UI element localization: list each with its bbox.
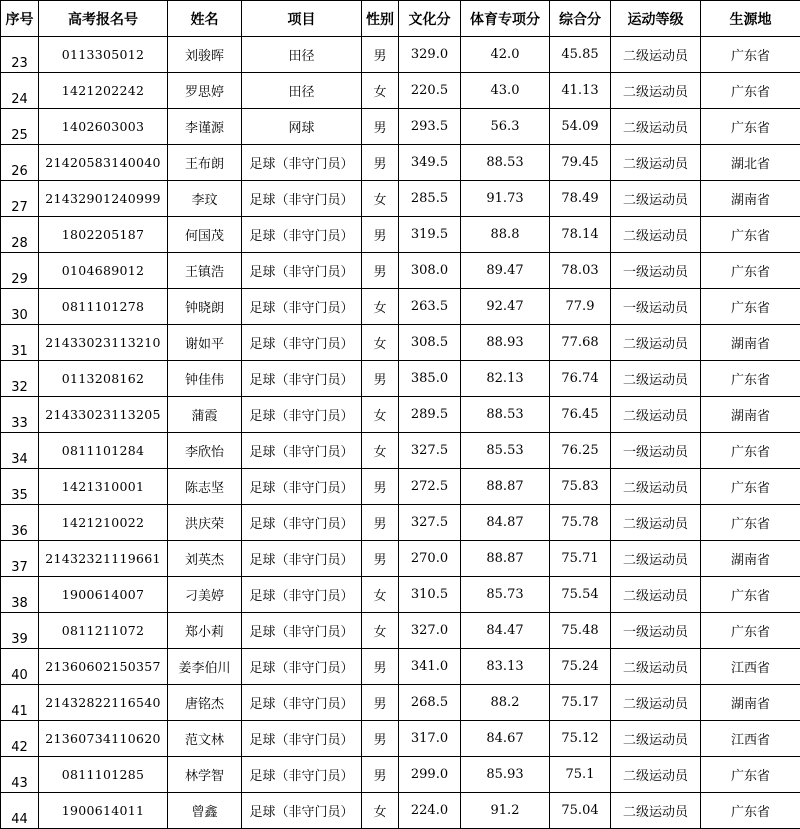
cell-event: 田径 (242, 73, 362, 109)
cell-exam-number: 1900614011 (39, 793, 168, 829)
cell-total-score: 75.83 (550, 469, 611, 505)
cell-sport-score: 42.0 (461, 37, 550, 73)
header-total-score: 综合分 (550, 1, 611, 37)
cell-gender: 女 (362, 397, 399, 433)
cell-total-score: 75.24 (550, 649, 611, 685)
table-row (1, 541, 800, 577)
cell-sport-score: 56.3 (461, 109, 550, 145)
cell-gender: 男 (362, 217, 399, 253)
cell-athlete-level: 二级运动员 (611, 145, 701, 181)
cell-name: 王镇浩 (168, 253, 242, 289)
table-row (1, 109, 800, 145)
cell-index: 34 (1, 433, 39, 469)
cell-athlete-level: 一级运动员 (611, 289, 701, 325)
cell-culture-score: 327.0 (399, 613, 461, 649)
cell-culture-score: 270.0 (399, 541, 461, 577)
cell-exam-number: 1402603003 (39, 109, 168, 145)
cell-athlete-level: 一级运动员 (611, 613, 701, 649)
cell-gender: 男 (362, 685, 399, 721)
cell-culture-score: 308.5 (399, 325, 461, 361)
cell-total-score: 54.09 (550, 109, 611, 145)
cell-name: 钟晓朗 (168, 289, 242, 325)
cell-sport-score: 88.87 (461, 469, 550, 505)
cell-index: 37 (1, 541, 39, 577)
cell-index: 28 (1, 217, 39, 253)
cell-event: 足球（非守门员） (242, 397, 362, 433)
cell-name: 李欣怡 (168, 433, 242, 469)
cell-sport-score: 84.47 (461, 613, 550, 649)
table-row (1, 37, 800, 73)
cell-origin: 湖南省 (701, 397, 800, 433)
cell-culture-score: 349.5 (399, 145, 461, 181)
cell-index: 30 (1, 289, 39, 325)
table-row (1, 397, 800, 433)
table-row (1, 289, 800, 325)
table-row (1, 613, 800, 649)
cell-event: 足球（非守门员） (242, 793, 362, 829)
cell-origin: 广东省 (701, 433, 800, 469)
cell-event: 足球（非守门员） (242, 613, 362, 649)
cell-index: 25 (1, 109, 39, 145)
table-row (1, 649, 800, 685)
table-row (1, 433, 800, 469)
cell-culture-score: 385.0 (399, 361, 461, 397)
cell-origin: 广东省 (701, 37, 800, 73)
cell-athlete-level: 二级运动员 (611, 109, 701, 145)
cell-origin: 广东省 (701, 505, 800, 541)
table-row (1, 469, 800, 505)
cell-total-score: 78.14 (550, 217, 611, 253)
cell-total-score: 77.68 (550, 325, 611, 361)
cell-gender: 男 (362, 361, 399, 397)
header-culture-score: 文化分 (399, 1, 461, 37)
header-origin: 生源地 (701, 1, 800, 37)
cell-event: 足球（非守门员） (242, 721, 362, 757)
cell-exam-number: 21420583140040 (39, 145, 168, 181)
cell-name: 范文林 (168, 721, 242, 757)
cell-total-score: 75.17 (550, 685, 611, 721)
cell-total-score: 75.04 (550, 793, 611, 829)
cell-athlete-level: 二级运动员 (611, 649, 701, 685)
cell-name: 何国茂 (168, 217, 242, 253)
cell-total-score: 75.54 (550, 577, 611, 613)
cell-index: 33 (1, 397, 39, 433)
cell-origin: 广东省 (701, 253, 800, 289)
cell-culture-score: 310.5 (399, 577, 461, 613)
cell-event: 田径 (242, 37, 362, 73)
cell-exam-number: 0113305012 (39, 37, 168, 73)
cell-index: 35 (1, 469, 39, 505)
cell-gender: 男 (362, 721, 399, 757)
cell-sport-score: 89.47 (461, 253, 550, 289)
cell-gender: 女 (362, 433, 399, 469)
cell-culture-score: 341.0 (399, 649, 461, 685)
cell-name: 罗思婷 (168, 73, 242, 109)
cell-gender: 男 (362, 541, 399, 577)
table-row (1, 361, 800, 397)
cell-event: 足球（非守门员） (242, 577, 362, 613)
cell-athlete-level: 二级运动员 (611, 181, 701, 217)
cell-gender: 女 (362, 73, 399, 109)
cell-origin: 广东省 (701, 289, 800, 325)
cell-total-score: 45.85 (550, 37, 611, 73)
cell-gender: 男 (362, 757, 399, 793)
cell-culture-score: 299.0 (399, 757, 461, 793)
cell-sport-score: 82.13 (461, 361, 550, 397)
cell-culture-score: 293.5 (399, 109, 461, 145)
cell-gender: 女 (362, 325, 399, 361)
cell-sport-score: 84.87 (461, 505, 550, 541)
cell-index: 27 (1, 181, 39, 217)
cell-name: 刘骏晖 (168, 37, 242, 73)
cell-index: 44 (1, 793, 39, 829)
table-row (1, 505, 800, 541)
header-gender: 性别 (362, 1, 399, 37)
table-row (1, 721, 800, 757)
cell-exam-number: 0811101285 (39, 757, 168, 793)
cell-athlete-level: 二级运动员 (611, 721, 701, 757)
cell-exam-number: 1802205187 (39, 217, 168, 253)
cell-event: 足球（非守门员） (242, 649, 362, 685)
cell-name: 谢如平 (168, 325, 242, 361)
cell-index: 31 (1, 325, 39, 361)
table-row (1, 793, 800, 829)
cell-name: 唐铭杰 (168, 685, 242, 721)
cell-total-score: 75.1 (550, 757, 611, 793)
cell-index: 38 (1, 577, 39, 613)
cell-culture-score: 308.0 (399, 253, 461, 289)
cell-origin: 广东省 (701, 109, 800, 145)
cell-total-score: 76.45 (550, 397, 611, 433)
cell-origin: 湖南省 (701, 325, 800, 361)
cell-exam-number: 21432901240999 (39, 181, 168, 217)
cell-athlete-level: 一级运动员 (611, 433, 701, 469)
cell-name: 李谨源 (168, 109, 242, 145)
cell-origin: 广东省 (701, 793, 800, 829)
cell-origin: 湖南省 (701, 685, 800, 721)
cell-total-score: 78.03 (550, 253, 611, 289)
cell-index: 23 (1, 37, 39, 73)
cell-athlete-level: 二级运动员 (611, 757, 701, 793)
cell-exam-number: 1421210022 (39, 505, 168, 541)
cell-origin: 广东省 (701, 361, 800, 397)
header-sport-score: 体育专项分 (461, 1, 550, 37)
cell-total-score: 41.13 (550, 73, 611, 109)
cell-culture-score: 327.5 (399, 505, 461, 541)
cell-gender: 男 (362, 145, 399, 181)
cell-name: 王布朗 (168, 145, 242, 181)
cell-sport-score: 83.13 (461, 649, 550, 685)
cell-index: 42 (1, 721, 39, 757)
cell-total-score: 76.25 (550, 433, 611, 469)
cell-total-score: 75.71 (550, 541, 611, 577)
cell-exam-number: 1421310001 (39, 469, 168, 505)
cell-sport-score: 88.53 (461, 145, 550, 181)
cell-origin: 江西省 (701, 649, 800, 685)
cell-total-score: 76.74 (550, 361, 611, 397)
cell-index: 36 (1, 505, 39, 541)
table-row (1, 685, 800, 721)
table-body (1, 37, 800, 829)
cell-athlete-level: 二级运动员 (611, 541, 701, 577)
cell-name: 陈志坚 (168, 469, 242, 505)
table-row (1, 577, 800, 613)
cell-sport-score: 88.2 (461, 685, 550, 721)
header-index: 序号 (1, 1, 39, 37)
cell-event: 足球（非守门员） (242, 757, 362, 793)
cell-index: 26 (1, 145, 39, 181)
cell-gender: 女 (362, 613, 399, 649)
cell-athlete-level: 二级运动员 (611, 397, 701, 433)
cell-origin: 广东省 (701, 217, 800, 253)
cell-sport-score: 85.93 (461, 757, 550, 793)
cell-index: 29 (1, 253, 39, 289)
cell-culture-score: 327.5 (399, 433, 461, 469)
table-row (1, 145, 800, 181)
cell-exam-number: 21360734110620 (39, 721, 168, 757)
cell-sport-score: 43.0 (461, 73, 550, 109)
cell-event: 足球（非守门员） (242, 325, 362, 361)
cell-name: 林学智 (168, 757, 242, 793)
cell-gender: 女 (362, 181, 399, 217)
cell-name: 洪庆荣 (168, 505, 242, 541)
cell-sport-score: 91.73 (461, 181, 550, 217)
cell-event: 网球 (242, 109, 362, 145)
cell-event: 足球（非守门员） (242, 181, 362, 217)
cell-total-score: 75.78 (550, 505, 611, 541)
cell-athlete-level: 二级运动员 (611, 37, 701, 73)
cell-culture-score: 268.5 (399, 685, 461, 721)
cell-culture-score: 319.5 (399, 217, 461, 253)
table-row (1, 181, 800, 217)
cell-gender: 男 (362, 253, 399, 289)
table-row (1, 217, 800, 253)
cell-culture-score: 289.5 (399, 397, 461, 433)
cell-name: 曾鑫 (168, 793, 242, 829)
cell-exam-number: 0811101284 (39, 433, 168, 469)
cell-athlete-level: 二级运动员 (611, 793, 701, 829)
cell-event: 足球（非守门员） (242, 685, 362, 721)
cell-origin: 湖南省 (701, 541, 800, 577)
cell-origin: 广东省 (701, 577, 800, 613)
cell-gender: 男 (362, 109, 399, 145)
cell-culture-score: 285.5 (399, 181, 461, 217)
cell-athlete-level: 二级运动员 (611, 469, 701, 505)
cell-event: 足球（非守门员） (242, 541, 362, 577)
cell-sport-score: 88.87 (461, 541, 550, 577)
cell-exam-number: 21432321119661 (39, 541, 168, 577)
cell-sport-score: 85.53 (461, 433, 550, 469)
cell-total-score: 79.45 (550, 145, 611, 181)
cell-culture-score: 317.0 (399, 721, 461, 757)
cell-name: 蒲霞 (168, 397, 242, 433)
cell-origin: 湖南省 (701, 181, 800, 217)
cell-exam-number: 21433023113210 (39, 325, 168, 361)
cell-name: 钟佳伟 (168, 361, 242, 397)
cell-sport-score: 88.8 (461, 217, 550, 253)
cell-exam-number: 1421202242 (39, 73, 168, 109)
cell-gender: 男 (362, 469, 399, 505)
table-row (1, 757, 800, 793)
cell-exam-number: 0104689012 (39, 253, 168, 289)
cell-event: 足球（非守门员） (242, 433, 362, 469)
cell-origin: 广东省 (701, 757, 800, 793)
cell-exam-number: 21360602150357 (39, 649, 168, 685)
cell-culture-score: 329.0 (399, 37, 461, 73)
cell-event: 足球（非守门员） (242, 145, 362, 181)
cell-event: 足球（非守门员） (242, 253, 362, 289)
cell-exam-number: 1900614007 (39, 577, 168, 613)
cell-sport-score: 88.53 (461, 397, 550, 433)
cell-exam-number: 0113208162 (39, 361, 168, 397)
cell-event: 足球（非守门员） (242, 361, 362, 397)
cell-culture-score: 272.5 (399, 469, 461, 505)
cell-index: 24 (1, 73, 39, 109)
cell-event: 足球（非守门员） (242, 469, 362, 505)
cell-total-score: 75.48 (550, 613, 611, 649)
cell-total-score: 78.49 (550, 181, 611, 217)
cell-event: 足球（非守门员） (242, 289, 362, 325)
cell-athlete-level: 二级运动员 (611, 73, 701, 109)
cell-name: 李玟 (168, 181, 242, 217)
cell-exam-number: 21433023113205 (39, 397, 168, 433)
cell-exam-number: 21432822116540 (39, 685, 168, 721)
cell-name: 刁美婷 (168, 577, 242, 613)
cell-sport-score: 84.67 (461, 721, 550, 757)
cell-total-score: 75.12 (550, 721, 611, 757)
cell-event: 足球（非守门员） (242, 505, 362, 541)
cell-exam-number: 0811211072 (39, 613, 168, 649)
header-exam-number: 高考报名号 (39, 1, 168, 37)
header-event: 项目 (242, 1, 362, 37)
cell-culture-score: 263.5 (399, 289, 461, 325)
cell-athlete-level: 二级运动员 (611, 217, 701, 253)
cell-gender: 女 (362, 289, 399, 325)
cell-gender: 女 (362, 577, 399, 613)
cell-origin: 湖北省 (701, 145, 800, 181)
cell-origin: 广东省 (701, 613, 800, 649)
cell-sport-score: 85.73 (461, 577, 550, 613)
cell-name: 姜李伯川 (168, 649, 242, 685)
cell-culture-score: 224.0 (399, 793, 461, 829)
cell-sport-score: 88.93 (461, 325, 550, 361)
cell-culture-score: 220.5 (399, 73, 461, 109)
table-row (1, 253, 800, 289)
cell-index: 39 (1, 613, 39, 649)
header-row (1, 1, 800, 37)
cell-origin: 广东省 (701, 469, 800, 505)
cell-name: 郑小莉 (168, 613, 242, 649)
cell-index: 41 (1, 685, 39, 721)
cell-origin: 江西省 (701, 721, 800, 757)
cell-gender: 男 (362, 649, 399, 685)
header-name: 姓名 (168, 1, 242, 37)
cell-event: 足球（非守门员） (242, 217, 362, 253)
cell-athlete-level: 二级运动员 (611, 325, 701, 361)
cell-index: 40 (1, 649, 39, 685)
cell-exam-number: 0811101278 (39, 289, 168, 325)
cell-index: 43 (1, 757, 39, 793)
table-row (1, 325, 800, 361)
cell-athlete-level: 二级运动员 (611, 505, 701, 541)
cell-name: 刘英杰 (168, 541, 242, 577)
cell-athlete-level: 二级运动员 (611, 685, 701, 721)
cell-index: 32 (1, 361, 39, 397)
cell-gender: 女 (362, 793, 399, 829)
table-row (1, 73, 800, 109)
cell-athlete-level: 二级运动员 (611, 577, 701, 613)
cell-athlete-level: 一级运动员 (611, 253, 701, 289)
cell-sport-score: 91.2 (461, 793, 550, 829)
cell-athlete-level: 二级运动员 (611, 361, 701, 397)
cell-origin: 广东省 (701, 73, 800, 109)
cell-sport-score: 92.47 (461, 289, 550, 325)
header-athlete-level: 运动等级 (611, 1, 701, 37)
cell-total-score: 77.9 (550, 289, 611, 325)
cell-gender: 男 (362, 505, 399, 541)
cell-gender: 男 (362, 37, 399, 73)
